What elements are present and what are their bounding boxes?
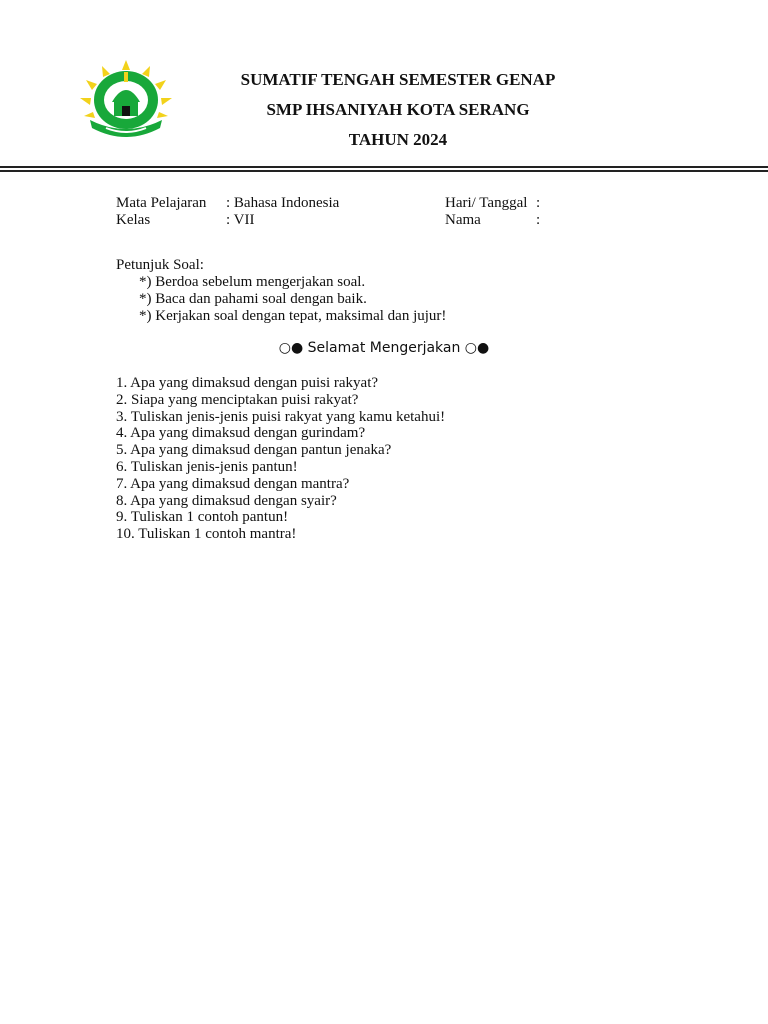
header-divider-bottom — [0, 170, 768, 172]
subject-row — [116, 195, 339, 212]
question-item: 9. Tuliskan 1 contoh pantun! — [116, 509, 289, 526]
question-item: 6. Tuliskan jenis-jenis pantun! — [116, 458, 298, 475]
school-emblem-icon — [76, 58, 176, 146]
subject-value: : Bahasa Indonesia — [226, 195, 340, 211]
question-item: 1. Apa yang dimaksud dengan puisi rakyat? — [116, 375, 379, 391]
info-right — [445, 195, 540, 229]
question-item: 10. Tuliskan 1 contoh mantra! — [116, 526, 297, 543]
greeting-text: ○● Selamat Mengerjakan ○● — [278, 340, 490, 356]
date-value: : — [536, 195, 541, 211]
date-label: Hari/ Tanggal — [445, 195, 528, 211]
question-item: 3. Tuliskan jenis-jenis puisi rakyat yang kamu ketahui! — [116, 408, 446, 425]
year-title: TAHUN 2024 — [348, 130, 448, 149]
instruction-item: *) Kerjakan soal dengan tepat, maksimal dan jujur! — [139, 308, 447, 324]
class-value: : VII — [226, 212, 255, 228]
question-item: 8. Apa yang dimaksud dengan syair? — [116, 492, 337, 509]
name-label: Nama — [445, 212, 481, 228]
header-divider-top — [0, 166, 768, 168]
name-row — [445, 212, 540, 229]
date-row — [445, 195, 540, 212]
header-titles — [200, 68, 596, 158]
subject-label: Mata Pelajaran — [116, 195, 207, 211]
instruction-item: *) Baca dan pahami soal dengan baik. — [139, 291, 367, 307]
instructions — [116, 257, 446, 325]
class-row — [116, 212, 339, 229]
question-list — [116, 375, 445, 543]
instructions-heading: Petunjuk Soal: — [116, 257, 204, 273]
document-title: SUMATIF TENGAH SEMESTER GENAP — [240, 70, 556, 89]
info-left — [116, 195, 339, 229]
question-item: 5. Apa yang dimaksud dengan pantun jenaka? — [116, 442, 392, 459]
class-label: Kelas — [116, 212, 151, 228]
question-item: 2. Siapa yang menciptakan puisi rakyat? — [116, 391, 359, 408]
school-logo — [76, 58, 176, 146]
school-name: SMP IHSANIYAH KOTA SERANG — [266, 100, 530, 119]
instruction-item: *) Berdoa sebelum mengerjakan soal. — [139, 274, 366, 290]
question-item: 7. Apa yang dimaksud dengan mantra? — [116, 475, 350, 492]
name-value: : — [536, 212, 541, 228]
question-item: 4. Apa yang dimaksud dengan gurindam? — [116, 425, 366, 442]
